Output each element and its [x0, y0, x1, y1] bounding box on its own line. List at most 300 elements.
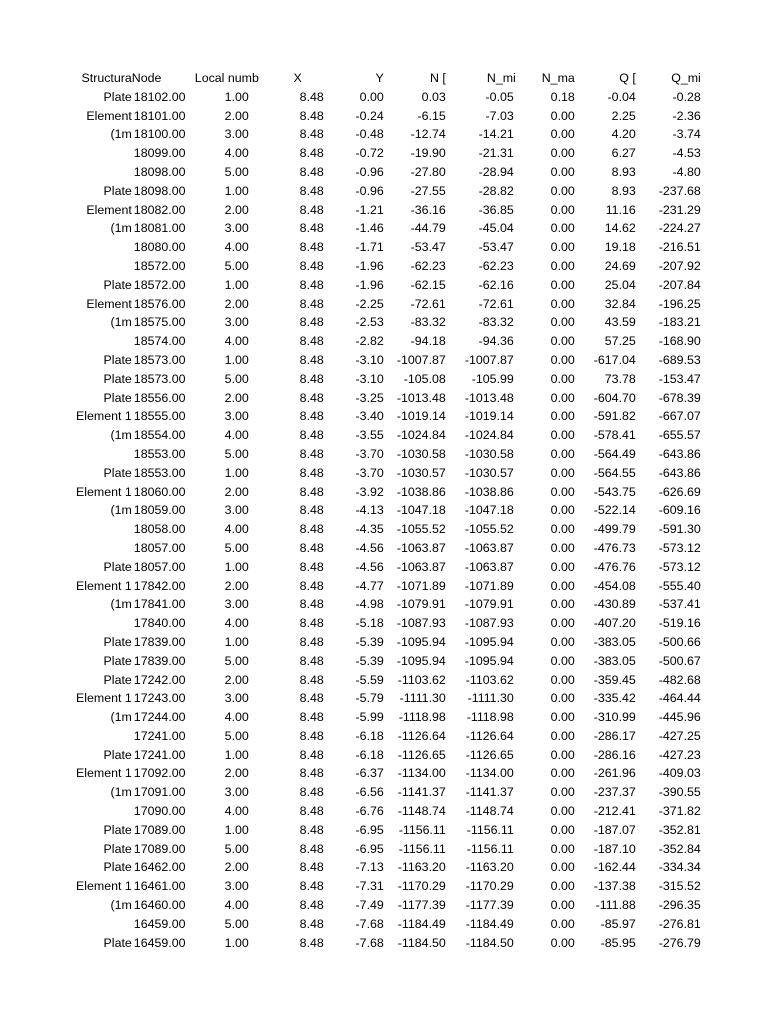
cell-x[interactable]: 8.48 [299, 164, 324, 179]
cell-y[interactable]: -1.96 [355, 277, 384, 292]
cell-node[interactable]: 16460.00 [133, 898, 186, 913]
cell-q-min[interactable]: -207.92 [658, 258, 701, 273]
cell-y[interactable]: -5.39 [355, 653, 384, 668]
cell-node[interactable]: 18100.00 [133, 127, 186, 142]
cell-x[interactable]: 8.48 [299, 540, 324, 555]
cell-q-min[interactable]: -464.44 [658, 691, 701, 706]
cell-local-number[interactable]: 4.00 [224, 428, 249, 443]
cell-node[interactable]: 18576.00 [133, 296, 186, 311]
cell-q[interactable]: 19.18 [604, 240, 636, 255]
cell-n[interactable]: -1095.94 [396, 634, 446, 649]
cell-q-min[interactable]: -427.23 [658, 747, 701, 762]
cell-q-min[interactable]: -655.57 [658, 428, 701, 443]
cell-n-min[interactable]: -1156.11 [466, 822, 514, 837]
cell-n-min[interactable]: -94.36 [478, 334, 514, 349]
cell-q[interactable]: -476.73 [593, 540, 636, 555]
cell-x[interactable]: 8.48 [299, 728, 324, 743]
cell-local-number[interactable]: 1.00 [224, 822, 249, 837]
cell-n-min[interactable]: -45.04 [478, 221, 514, 236]
cell-structure[interactable]: Plate [103, 747, 132, 762]
cell-q[interactable]: -578.41 [593, 428, 636, 443]
cell-n-max[interactable]: 0.00 [550, 710, 575, 725]
cell-q[interactable]: -591.82 [593, 409, 636, 424]
cell-y[interactable]: -6.18 [355, 728, 384, 743]
cell-n-min[interactable]: -105.99 [471, 371, 514, 386]
cell-q-min[interactable]: -591.30 [658, 522, 701, 537]
cell-y[interactable]: -5.18 [355, 616, 384, 631]
cell-n-min[interactable]: -1156.11 [466, 841, 514, 856]
cell-y[interactable]: -1.71 [355, 240, 384, 255]
cell-structure[interactable]: Plate [103, 841, 132, 856]
cell-x[interactable]: 8.48 [299, 935, 324, 950]
cell-n[interactable]: -1170.29 [397, 879, 446, 894]
cell-x[interactable]: 8.48 [299, 653, 324, 668]
cell-q[interactable]: -564.55 [593, 465, 636, 480]
cell-structure[interactable]: Plate [103, 822, 132, 837]
cell-n-max[interactable]: 0.00 [550, 409, 575, 424]
cell-y[interactable]: -3.92 [355, 484, 384, 499]
cell-structure[interactable] [76, 238, 132, 257]
cell-structure[interactable]: Plate [103, 465, 132, 480]
cell-n[interactable]: -1030.57 [396, 465, 446, 480]
cell-n-min[interactable]: -1024.84 [464, 428, 514, 443]
cell-n-min[interactable]: -1184.50 [465, 935, 514, 950]
cell-q-min[interactable]: -207.84 [658, 277, 701, 292]
cell-n[interactable]: -1071.89 [396, 578, 446, 593]
cell-n[interactable]: -36.16 [410, 202, 446, 217]
cell-n[interactable]: -1047.18 [396, 503, 446, 518]
cell-local-number[interactable]: 3.00 [224, 409, 249, 424]
cell-n-max[interactable]: 0.00 [550, 841, 575, 856]
cell-n-min[interactable]: -62.23 [478, 258, 514, 273]
cell-q[interactable]: 14.62 [604, 221, 636, 236]
cell-node[interactable]: 16459.00 [133, 935, 186, 950]
cell-node[interactable]: 18102.00 [133, 89, 186, 104]
cell-n-max[interactable]: 0.00 [550, 860, 575, 875]
cell-structure[interactable]: Element 1 [76, 484, 132, 499]
cell-node[interactable]: 17839.00 [133, 634, 186, 649]
cell-x[interactable]: 8.48 [299, 108, 324, 123]
cell-y[interactable]: -6.95 [355, 841, 384, 856]
cell-n-min[interactable]: -1141.37 [465, 785, 514, 800]
cell-n[interactable]: -72.61 [410, 296, 446, 311]
cell-n-max[interactable]: 0.00 [550, 202, 575, 217]
cell-n-min[interactable]: -1063.87 [464, 559, 514, 574]
cell-n-min[interactable]: -1047.18 [464, 503, 514, 518]
cell-q-min[interactable]: -334.34 [658, 860, 701, 875]
cell-n-max[interactable]: 0.18 [550, 89, 575, 104]
cell-local-number[interactable]: 3.00 [224, 127, 249, 142]
cell-local-number[interactable]: 1.00 [224, 183, 249, 198]
cell-node[interactable]: 18057.00 [133, 540, 186, 555]
cell-x[interactable]: 8.48 [299, 352, 324, 367]
cell-y[interactable]: -3.70 [355, 465, 384, 480]
cell-n-max[interactable]: 0.00 [550, 465, 575, 480]
cell-n-min[interactable]: -1184.49 [465, 916, 514, 931]
cell-n[interactable]: -1063.87 [396, 540, 446, 555]
cell-structure[interactable]: Element [86, 108, 132, 123]
cell-q-min[interactable]: -216.51 [658, 240, 701, 255]
cell-q[interactable]: 6.27 [611, 146, 636, 161]
cell-n[interactable]: -1103.62 [397, 672, 446, 687]
cell-node[interactable]: 17842.00 [133, 578, 186, 593]
cell-x[interactable]: 8.48 [299, 465, 324, 480]
cell-local-number[interactable]: 4.00 [224, 616, 249, 631]
cell-q[interactable]: -383.05 [593, 634, 636, 649]
cell-y[interactable]: -4.98 [355, 597, 384, 612]
cell-x[interactable]: 8.48 [299, 127, 324, 142]
cell-local-number[interactable]: 3.00 [224, 691, 249, 706]
cell-q-min[interactable]: -315.52 [658, 879, 701, 894]
cell-q-min[interactable]: -196.25 [658, 296, 701, 311]
cell-n-max[interactable]: 0.00 [550, 258, 575, 273]
cell-n[interactable]: -1156.11 [398, 841, 446, 856]
cell-n-min[interactable]: -1148.74 [465, 804, 514, 819]
cell-x[interactable]: 8.48 [299, 202, 324, 217]
cell-n[interactable]: -44.79 [410, 221, 446, 236]
cell-n[interactable]: -1134.00 [397, 766, 446, 781]
cell-n-max[interactable]: 0.00 [550, 691, 575, 706]
cell-q-min[interactable]: -555.40 [658, 578, 701, 593]
cell-x[interactable]: 8.48 [299, 89, 324, 104]
cell-local-number[interactable]: 5.00 [224, 258, 249, 273]
cell-n-max[interactable]: 0.00 [550, 221, 575, 236]
cell-q-min[interactable]: -168.90 [658, 334, 701, 349]
cell-local-number[interactable]: 2.00 [224, 390, 249, 405]
cell-node[interactable]: 18059.00 [133, 503, 186, 518]
cell-structure[interactable]: (1m [110, 428, 132, 443]
cell-node[interactable]: 18082.00 [133, 202, 186, 217]
cell-n[interactable]: -1118.98 [398, 710, 446, 725]
cell-structure[interactable]: Plate [103, 559, 132, 574]
cell-node[interactable]: 17242.00 [133, 672, 186, 687]
cell-n-max[interactable]: 0.00 [550, 672, 575, 687]
cell-y[interactable]: -0.48 [355, 127, 384, 142]
cell-local-number[interactable]: 5.00 [224, 841, 249, 856]
cell-n-min[interactable]: -1134.00 [465, 766, 514, 781]
cell-n[interactable]: -1007.87 [396, 352, 446, 367]
cell-n-min[interactable]: -53.47 [478, 240, 514, 255]
cell-node[interactable]: 16459.00 [133, 916, 186, 931]
cell-q-min[interactable]: -643.86 [658, 446, 701, 461]
cell-local-number[interactable]: 5.00 [224, 446, 249, 461]
cell-q[interactable]: -617.04 [593, 352, 636, 367]
cell-n-max[interactable]: 0.00 [550, 747, 575, 762]
cell-local-number[interactable]: 5.00 [224, 164, 249, 179]
cell-local-number[interactable]: 4.00 [224, 522, 249, 537]
cell-q[interactable]: -522.14 [593, 503, 636, 518]
cell-n[interactable]: -62.23 [410, 258, 446, 273]
cell-n-min[interactable]: -1079.91 [464, 597, 514, 612]
cell-n[interactable]: -27.80 [410, 164, 446, 179]
cell-node[interactable]: 17090.00 [133, 804, 186, 819]
cell-y[interactable]: -3.55 [355, 428, 384, 443]
cell-q-min[interactable]: -371.82 [658, 804, 701, 819]
cell-structure[interactable]: Plate [103, 390, 132, 405]
cell-y[interactable]: -4.56 [355, 540, 384, 555]
cell-n[interactable]: -1163.20 [397, 860, 446, 875]
cell-x[interactable]: 8.48 [299, 578, 324, 593]
cell-y[interactable]: -5.59 [355, 672, 384, 687]
cell-n-max[interactable]: 0.00 [550, 127, 575, 142]
cell-structure[interactable]: Element [86, 296, 132, 311]
cell-node[interactable]: 18058.00 [133, 522, 186, 537]
cell-q[interactable]: 8.93 [611, 164, 636, 179]
cell-structure[interactable]: Plate [103, 89, 132, 104]
cell-n[interactable]: -1095.94 [396, 653, 446, 668]
cell-structure[interactable] [76, 520, 132, 539]
cell-node[interactable]: 18573.00 [133, 371, 186, 386]
cell-q[interactable]: -310.99 [593, 710, 636, 725]
cell-y[interactable]: -6.95 [355, 822, 384, 837]
cell-q[interactable]: 32.84 [604, 296, 636, 311]
cell-q-min[interactable]: -231.29 [658, 202, 701, 217]
cell-q[interactable]: 4.20 [611, 127, 636, 142]
cell-n[interactable]: -1126.65 [397, 747, 446, 762]
cell-n[interactable]: -1063.87 [396, 559, 446, 574]
cell-n[interactable]: -1148.74 [397, 804, 446, 819]
cell-structure[interactable]: (1m [110, 315, 132, 330]
cell-structure[interactable] [76, 727, 132, 746]
cell-node[interactable]: 18573.00 [133, 352, 186, 367]
cell-n-min[interactable]: -1087.93 [464, 616, 514, 631]
cell-structure[interactable] [76, 539, 132, 558]
cell-n[interactable]: -6.15 [417, 108, 446, 123]
cell-node[interactable]: 18572.00 [133, 258, 186, 273]
cell-n[interactable]: -1126.64 [397, 728, 446, 743]
cell-n-min[interactable]: -7.03 [485, 108, 514, 123]
cell-local-number[interactable]: 2.00 [224, 578, 249, 593]
cell-n-min[interactable]: -0.05 [485, 89, 514, 104]
cell-n[interactable]: -105.08 [403, 371, 446, 386]
cell-local-number[interactable]: 2.00 [224, 296, 249, 311]
cell-y[interactable]: -5.39 [355, 634, 384, 649]
cell-n-min[interactable]: -1118.98 [466, 710, 514, 725]
cell-x[interactable]: 8.48 [299, 691, 324, 706]
cell-n-max[interactable]: 0.00 [550, 766, 575, 781]
cell-local-number[interactable]: 5.00 [224, 916, 249, 931]
cell-structure[interactable]: (1m [110, 710, 132, 725]
cell-x[interactable]: 8.48 [299, 710, 324, 725]
cell-local-number[interactable]: 2.00 [224, 108, 249, 123]
cell-x[interactable]: 8.48 [299, 503, 324, 518]
cell-y[interactable]: -4.77 [355, 578, 384, 593]
cell-y[interactable]: -7.13 [355, 860, 384, 875]
cell-node[interactable]: 18572.00 [133, 277, 186, 292]
cell-structure[interactable]: Plate [103, 371, 132, 386]
cell-x[interactable]: 8.48 [299, 428, 324, 443]
cell-q-min[interactable]: -352.81 [658, 822, 701, 837]
cell-x[interactable]: 8.48 [299, 672, 324, 687]
cell-node[interactable]: 16461.00 [133, 879, 186, 894]
cell-q-min[interactable]: -500.67 [658, 653, 701, 668]
cell-y[interactable]: -4.56 [355, 559, 384, 574]
cell-y[interactable]: -1.46 [355, 221, 384, 236]
cell-node[interactable]: 17841.00 [133, 597, 186, 612]
cell-n-min[interactable]: -1111.30 [467, 691, 514, 706]
cell-local-number[interactable]: 2.00 [224, 672, 249, 687]
cell-node[interactable]: 17089.00 [133, 841, 186, 856]
cell-n-min[interactable]: -1019.14 [464, 409, 514, 424]
cell-structure[interactable]: Plate [103, 277, 132, 292]
cell-x[interactable]: 8.48 [299, 616, 324, 631]
cell-local-number[interactable]: 5.00 [224, 653, 249, 668]
cell-node[interactable]: 18575.00 [133, 315, 186, 330]
cell-x[interactable]: 8.48 [299, 446, 324, 461]
cell-node[interactable]: 18057.00 [133, 559, 186, 574]
cell-x[interactable]: 8.48 [299, 785, 324, 800]
cell-q-min[interactable]: -500.66 [658, 634, 701, 649]
cell-local-number[interactable]: 4.00 [224, 898, 249, 913]
cell-q-min[interactable]: -237.68 [658, 183, 701, 198]
cell-node[interactable]: 17091.00 [133, 785, 186, 800]
cell-x[interactable]: 8.48 [299, 146, 324, 161]
cell-n-min[interactable]: -28.82 [478, 183, 514, 198]
cell-q-min[interactable]: -4.80 [672, 164, 701, 179]
cell-structure[interactable]: Plate [103, 860, 132, 875]
cell-node[interactable]: 17243.00 [133, 691, 186, 706]
cell-n[interactable]: 0.03 [421, 89, 446, 104]
cell-q-min[interactable]: -276.79 [658, 935, 701, 950]
cell-q-min[interactable]: -2.36 [672, 108, 701, 123]
cell-n[interactable]: -1111.30 [399, 691, 446, 706]
cell-y[interactable]: -2.25 [355, 296, 384, 311]
cell-q-min[interactable]: -183.21 [658, 315, 701, 330]
cell-q[interactable]: -499.79 [593, 522, 636, 537]
cell-q-min[interactable]: -409.03 [658, 766, 701, 781]
cell-y[interactable]: -5.79 [355, 691, 384, 706]
cell-local-number[interactable]: 2.00 [224, 860, 249, 875]
cell-structure[interactable] [76, 802, 132, 821]
cell-n[interactable]: -1177.39 [397, 898, 446, 913]
cell-n-min[interactable]: -1007.87 [464, 352, 514, 367]
cell-q[interactable]: -454.08 [593, 578, 636, 593]
cell-x[interactable]: 8.48 [299, 315, 324, 330]
cell-x[interactable]: 8.48 [299, 841, 324, 856]
cell-n[interactable]: -1079.91 [396, 597, 446, 612]
header-cell-n-min[interactable]: N_mi [486, 71, 516, 85]
cell-local-number[interactable]: 4.00 [224, 710, 249, 725]
cell-structure[interactable] [76, 614, 132, 633]
cell-n[interactable]: -1184.50 [397, 935, 446, 950]
cell-q[interactable]: -476.76 [593, 559, 636, 574]
cell-local-number[interactable]: 3.00 [224, 503, 249, 518]
cell-n-min[interactable]: -1095.94 [464, 653, 514, 668]
cell-q-min[interactable]: -4.53 [672, 146, 701, 161]
cell-q[interactable]: -187.07 [593, 822, 636, 837]
cell-n-max[interactable]: 0.00 [550, 898, 575, 913]
cell-structure[interactable]: (1m [110, 898, 132, 913]
cell-structure[interactable]: Element 1 [76, 766, 132, 781]
cell-q-min[interactable]: -224.27 [658, 221, 701, 236]
cell-node[interactable]: 18101.00 [133, 108, 186, 123]
cell-q-min[interactable]: -609.16 [658, 503, 701, 518]
cell-local-number[interactable]: 3.00 [224, 597, 249, 612]
cell-x[interactable]: 8.48 [299, 334, 324, 349]
cell-structure[interactable] [76, 144, 132, 163]
cell-q[interactable]: -286.16 [593, 747, 636, 762]
cell-local-number[interactable]: 3.00 [224, 221, 249, 236]
cell-n-max[interactable]: 0.00 [550, 916, 575, 931]
cell-n-max[interactable]: 0.00 [550, 277, 575, 292]
cell-y[interactable]: -2.53 [355, 315, 384, 330]
cell-structure[interactable] [76, 445, 132, 464]
cell-x[interactable]: 8.48 [299, 766, 324, 781]
cell-y[interactable]: -0.96 [355, 164, 384, 179]
cell-q[interactable]: -543.75 [593, 484, 636, 499]
cell-node[interactable]: 17092.00 [133, 766, 186, 781]
cell-y[interactable]: 0.00 [359, 89, 384, 104]
cell-y[interactable]: -2.82 [355, 334, 384, 349]
cell-node[interactable]: 18081.00 [133, 221, 186, 236]
cell-n[interactable]: -1024.84 [396, 428, 446, 443]
cell-n[interactable]: -1019.14 [396, 409, 446, 424]
cell-x[interactable]: 8.48 [299, 747, 324, 762]
cell-y[interactable]: -0.72 [355, 146, 384, 161]
cell-n-max[interactable]: 0.00 [550, 334, 575, 349]
cell-q[interactable]: -359.45 [593, 672, 636, 687]
cell-local-number[interactable]: 1.00 [224, 634, 249, 649]
cell-n-max[interactable]: 0.00 [550, 634, 575, 649]
cell-q-min[interactable]: -519.16 [658, 616, 701, 631]
cell-n[interactable]: -1030.58 [396, 446, 446, 461]
cell-q[interactable]: 43.59 [604, 315, 636, 330]
cell-y[interactable]: -3.70 [355, 446, 384, 461]
cell-n-min[interactable]: -1103.62 [465, 672, 514, 687]
cell-q[interactable]: -162.44 [593, 860, 636, 875]
cell-n-max[interactable]: 0.00 [550, 146, 575, 161]
cell-n-max[interactable]: 0.00 [550, 653, 575, 668]
cell-local-number[interactable]: 4.00 [224, 146, 249, 161]
cell-q-min[interactable]: -3.74 [672, 127, 701, 142]
cell-q[interactable]: -0.04 [607, 89, 636, 104]
cell-n[interactable]: -1038.86 [396, 484, 446, 499]
cell-x[interactable]: 8.48 [299, 634, 324, 649]
cell-local-number[interactable]: 1.00 [224, 935, 249, 950]
cell-n-max[interactable]: 0.00 [550, 935, 575, 950]
cell-structure[interactable]: Plate [103, 653, 132, 668]
cell-local-number[interactable]: 1.00 [224, 747, 249, 762]
cell-node[interactable]: 17241.00 [133, 728, 186, 743]
cell-node[interactable]: 18574.00 [133, 334, 186, 349]
cell-structure[interactable]: Element 1 [76, 691, 132, 706]
cell-structure[interactable]: Plate [103, 672, 132, 687]
cell-n-min[interactable]: -36.85 [478, 202, 514, 217]
cell-node[interactable]: 18060.00 [133, 484, 186, 499]
cell-n-min[interactable]: -1030.57 [464, 465, 514, 480]
cell-local-number[interactable]: 5.00 [224, 540, 249, 555]
cell-y[interactable]: -6.37 [355, 766, 384, 781]
cell-n-min[interactable]: -1126.64 [465, 728, 514, 743]
cell-y[interactable]: -1.96 [355, 258, 384, 273]
cell-node[interactable]: 17839.00 [133, 653, 186, 668]
cell-node[interactable]: 17244.00 [133, 710, 186, 725]
cell-n-min[interactable]: -72.61 [478, 296, 514, 311]
cell-structure[interactable] [76, 163, 132, 182]
cell-q[interactable]: 11.16 [605, 202, 636, 217]
cell-y[interactable]: -6.18 [355, 747, 384, 762]
cell-n-min[interactable]: -62.16 [478, 277, 514, 292]
header-cell-node[interactable]: Node [131, 71, 162, 85]
cell-x[interactable]: 8.48 [299, 258, 324, 273]
cell-node[interactable]: 18099.00 [133, 146, 186, 161]
cell-local-number[interactable]: 2.00 [224, 484, 249, 499]
cell-q[interactable]: -286.17 [593, 728, 636, 743]
cell-q-min[interactable]: -427.25 [658, 728, 701, 743]
cell-x[interactable]: 8.48 [299, 221, 324, 236]
cell-node[interactable]: 17840.00 [133, 616, 186, 631]
cell-n-max[interactable]: 0.00 [550, 484, 575, 499]
